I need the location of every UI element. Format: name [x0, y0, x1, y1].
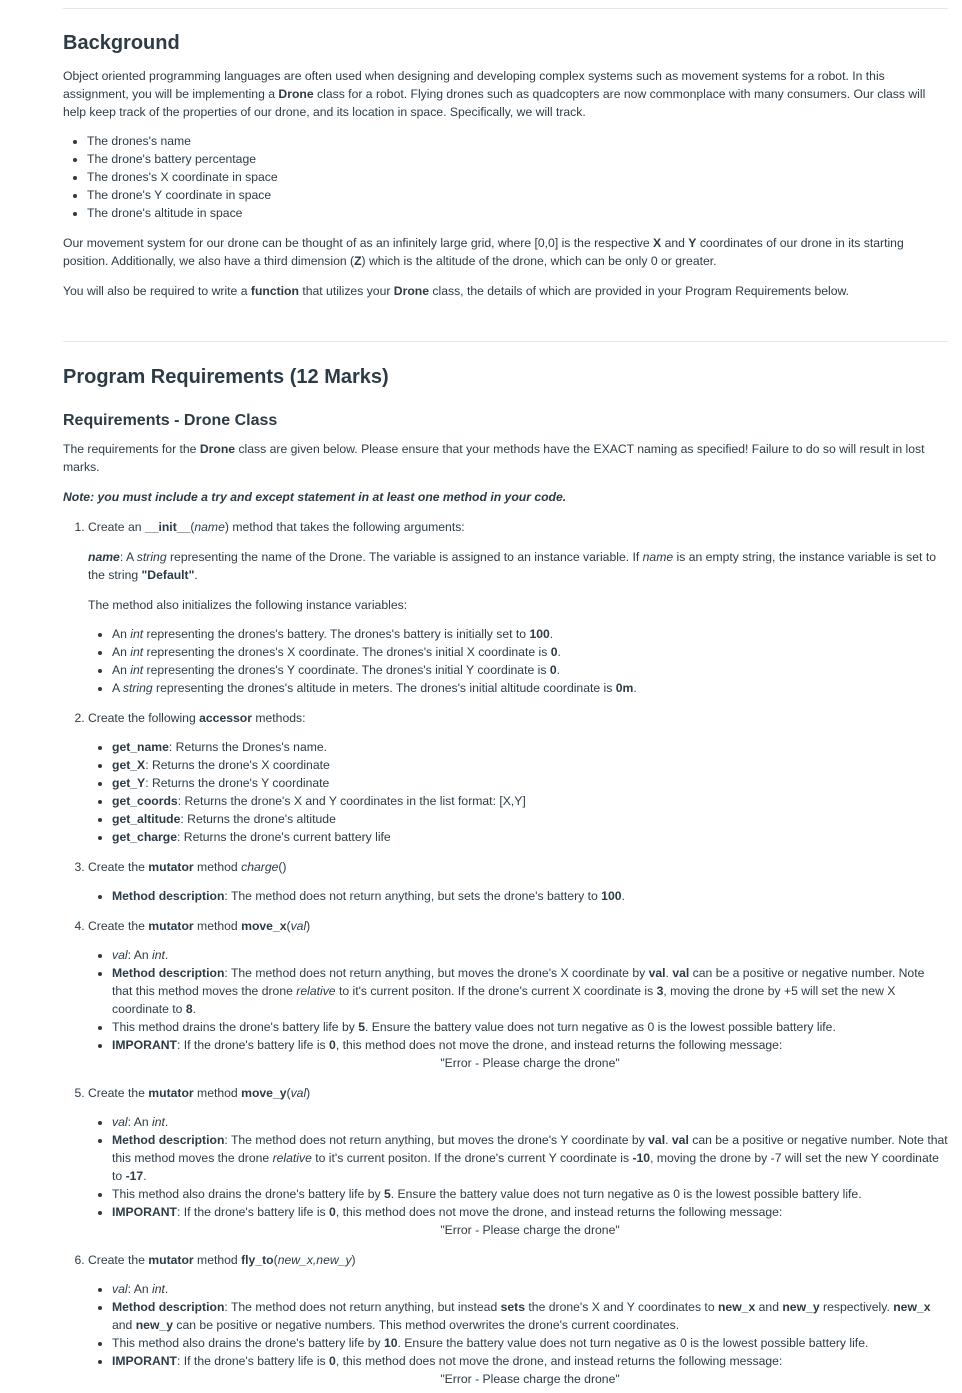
list-item: • get_name: Returns the Drones's name.: [112, 738, 948, 756]
instance-variables-list: [88, 625, 948, 697]
requirement-fly-to: 6. Create the mutator method fly_to(new_x,new_y) • val: An int. • Method description: The method does not return anything, but instead sets the drone's X and Y coordinates to new_x and new_y respectively. new_x and new_y can be positive or negative numbers. This method overwrites the drone's current coordinates. • This method also drains the drone's battery life by 10. Ensure the battery value does not turn negative as 0 is the lowest possible battery life. • IMPORANT: If the drone's battery life is 0, this method does not move the drone, and instead returns the following message: "Error - Please charge the drone": [88, 1251, 948, 1388]
requirement-move-y: 5. Create the mutator method move_y(val) • val: An int. • Method description: The method does not return anything, but moves the drone's Y coordinate by val. val can be a positive or negative number. Note that this method moves the drone relative to it's current positon. If the drone's current Y coordinate is -10, moving the drone by -7 will set the new Y coordinate to -17. • This method also drains the drone's battery life by 5. Ensure the battery value does not turn negative as 0 is the lowest possible battery life. • IMPORANT: If the drone's battery life is 0, this method does not move the drone, and instead returns the following message: "Error - Please charge the drone": [88, 1084, 948, 1239]
requirement-init: 1. Create an __init__(name) method that takes the following arguments: name: A string representing the name of the Drone. The variable is assigned to an instance variable. If name is an empty string, the instance variable is set to the string "Default". The method also initializes the following instance variables: • An int representing the drones's battery. The drones's battery is initially set to 100. • An int representing the drones's X coordinate. The drones's initial X coordinate is 0. • An int representing the drones's Y coordinate. The drones's initial Y coordinate is 0. • A string representing the drones's altitude in meters. The drones's initial altitude coordinate is 0m.: [88, 518, 948, 697]
list-item: • The drone's altitude in space: [87, 204, 948, 222]
list-item: • Method description: The method does not return anything, but sets the drone's battery to 100.: [112, 887, 948, 905]
move-y-details-list: [88, 1113, 948, 1239]
program-requirements-heading: Program Requirements (12 Marks): [63, 366, 389, 388]
drone-class-subheading: Requirements - Drone Class: [63, 412, 278, 429]
init-variables-intro: The method also initializes the following instance variables:: [88, 598, 408, 612]
list-item: • Method description: The method does not return anything, but moves the drone's Y coordinate by val. val can be a positive or negative number. Note that this method moves the drone relative to it's current positon. If the drone's current Y coordinate is -10, moving the drone by -7 will set the new Y coordinate to -17.: [112, 1131, 948, 1185]
background-paragraph-2: Our movement system for our drone can be thought of as an infinitely large grid, where [0,0] is the respective X and Y coordinates of our drone in its starting position. Additionally, we also have a third dimension (Z) which is the altitude of the drone, which can be only 0 or greater.: [63, 236, 904, 268]
list-item: • This method also drains the drone's battery life by 10. Ensure the battery value does not turn negative as 0 is the lowest possible battery life.: [112, 1334, 948, 1352]
background-paragraph-1: Object oriented programming languages are often used when designing and developing complex systems such as movement systems for a robot. In this assignment, you will be implementing a Drone class for a robot. Flying drones such as quadcopters are now commonplace with many consumers. Our class will help keep track of the properties of our drone, and its location in space. Specifically, we will track.: [63, 69, 926, 119]
list-item: • get_charge: Returns the drone's current battery life: [112, 828, 948, 846]
move-x-details-list: [88, 946, 948, 1072]
requirement-move-x: 4. Create the mutator method move_x(val) • val: An int. • Method description: The method does not return anything, but moves the drone's X coordinate by val. val can be a positive or negative number. Note that this method moves the drone relative to it's current positon. If the drone's current X coordinate is 3, moving the drone by +5 will set the new X coordinate to 8. • This method drains the drone's battery life by 5. Ensure the battery value does not turn negative as 0 is the lowest possible battery life. • IMPORANT: If the drone's battery life is 0, this method does not move the drone, and instead returns the following message: "Error - Please charge the drone": [88, 917, 948, 1072]
error-message: "Error - Please charge the drone": [440, 1223, 620, 1237]
list-item: • IMPORANT: If the drone's battery life is 0, this method does not move the drone, and instead returns the following message: "Error - Please charge the drone": [112, 1352, 948, 1388]
requirement-charge: 3. Create the mutator method charge() • Method description: The method does not return anything, but sets the drone's battery to 100.: [88, 858, 948, 905]
list-item: • val: An int.: [112, 946, 948, 964]
program-requirements-section: [63, 365, 948, 1388]
list-item: • The drone's battery percentage: [87, 150, 948, 168]
accessor-methods-list: [88, 738, 948, 846]
try-except-note: Note: you must include a try and except statement in at least one method in your code.: [63, 490, 567, 504]
list-item: • Method description: The method does not return anything, but moves the drone's X coordinate by val. val can be a positive or negative number. Note that this method moves the drone relative to it's current positon. If the drone's current X coordinate is 3, moving the drone by +5 will set the new X coordinate to 8.: [112, 964, 948, 1018]
list-item: • The drones's name: [87, 132, 948, 150]
list-item: • An int representing the drones's battery. The drones's battery is initially set to 100.: [112, 625, 948, 643]
list-item: • An int representing the drones's X coordinate. The drones's initial X coordinate is 0.: [112, 643, 948, 661]
list-item: • get_Y: Returns the drone's Y coordinate: [112, 774, 948, 792]
list-item: • get_altitude: Returns the drone's altitude: [112, 810, 948, 828]
charge-details-list: [88, 887, 948, 905]
list-item: • IMPORANT: If the drone's battery life is 0, this method does not move the drone, and instead returns the following message: "Error - Please charge the drone": [112, 1036, 948, 1072]
background-paragraph-3: You will also be required to write a function that utilizes your Drone class, the details of which are provided in your Program Requirements below.: [63, 284, 850, 298]
error-message: "Error - Please charge the drone": [440, 1056, 620, 1070]
list-item: • The drones's X coordinate in space: [87, 168, 948, 186]
list-item: • A string representing the drones's altitude in meters. The drones's initial altitude coordinate is 0m.: [112, 679, 948, 697]
list-item: • val: An int.: [112, 1113, 948, 1131]
top-divider: [63, 8, 948, 9]
background-heading: Background: [63, 32, 180, 54]
requirements-list: [63, 518, 948, 1388]
requirement-accessors: 2. Create the following accessor methods: • get_name: Returns the Drones's name. • get_X: Returns the drone's X coordinate • get_Y: Returns the drone's Y coordinate • get_coords: Returns the drone's X and Y coordinates in the list format: [X,Y] • get_altitude: Returns the drone's altitude • get_charge: Returns the drone's current battery life: [88, 709, 948, 846]
section-divider: [63, 341, 948, 342]
list-item: • This method also drains the drone's battery life by 5. Ensure the battery value does not turn negative as 0 is the lowest possible battery life.: [112, 1185, 948, 1203]
list-item: • get_X: Returns the drone's X coordinate: [112, 756, 948, 774]
fly-to-details-list: [88, 1280, 948, 1388]
list-item: • Method description: The method does not return anything, but instead sets the drone's X and Y coordinates to new_x and new_y respectively. new_x and new_y can be positive or negative numbers. This method overwrites the drone's current coordinates.: [112, 1298, 948, 1334]
list-item: • val: An int.: [112, 1280, 948, 1298]
list-item: • This method drains the drone's battery life by 5. Ensure the battery value does not turn negative as 0 is the lowest possible battery life.: [112, 1018, 948, 1036]
init-name-argument: name: A string representing the name of the Drone. The variable is assigned to an instance variable. If name is an empty string, the instance variable is set to the string "Default".: [88, 550, 936, 582]
list-item: • The drone's Y coordinate in space: [87, 186, 948, 204]
background-section: [63, 31, 948, 300]
requirements-intro: The requirements for the Drone class are given below. Please ensure that your methods have the EXACT naming as specified! Failure to do so will result in lost marks.: [63, 442, 925, 474]
list-item: • An int representing the drones's Y coordinate. The drones's initial Y coordinate is 0.: [112, 661, 948, 679]
error-message: "Error - Please charge the drone": [440, 1372, 620, 1386]
tracked-properties-list: [63, 132, 948, 222]
list-item: • get_coords: Returns the drone's X and Y coordinates in the list format: [X,Y]: [112, 792, 948, 810]
list-item: • IMPORANT: If the drone's battery life is 0, this method does not move the drone, and instead returns the following message: "Error - Please charge the drone": [112, 1203, 948, 1239]
